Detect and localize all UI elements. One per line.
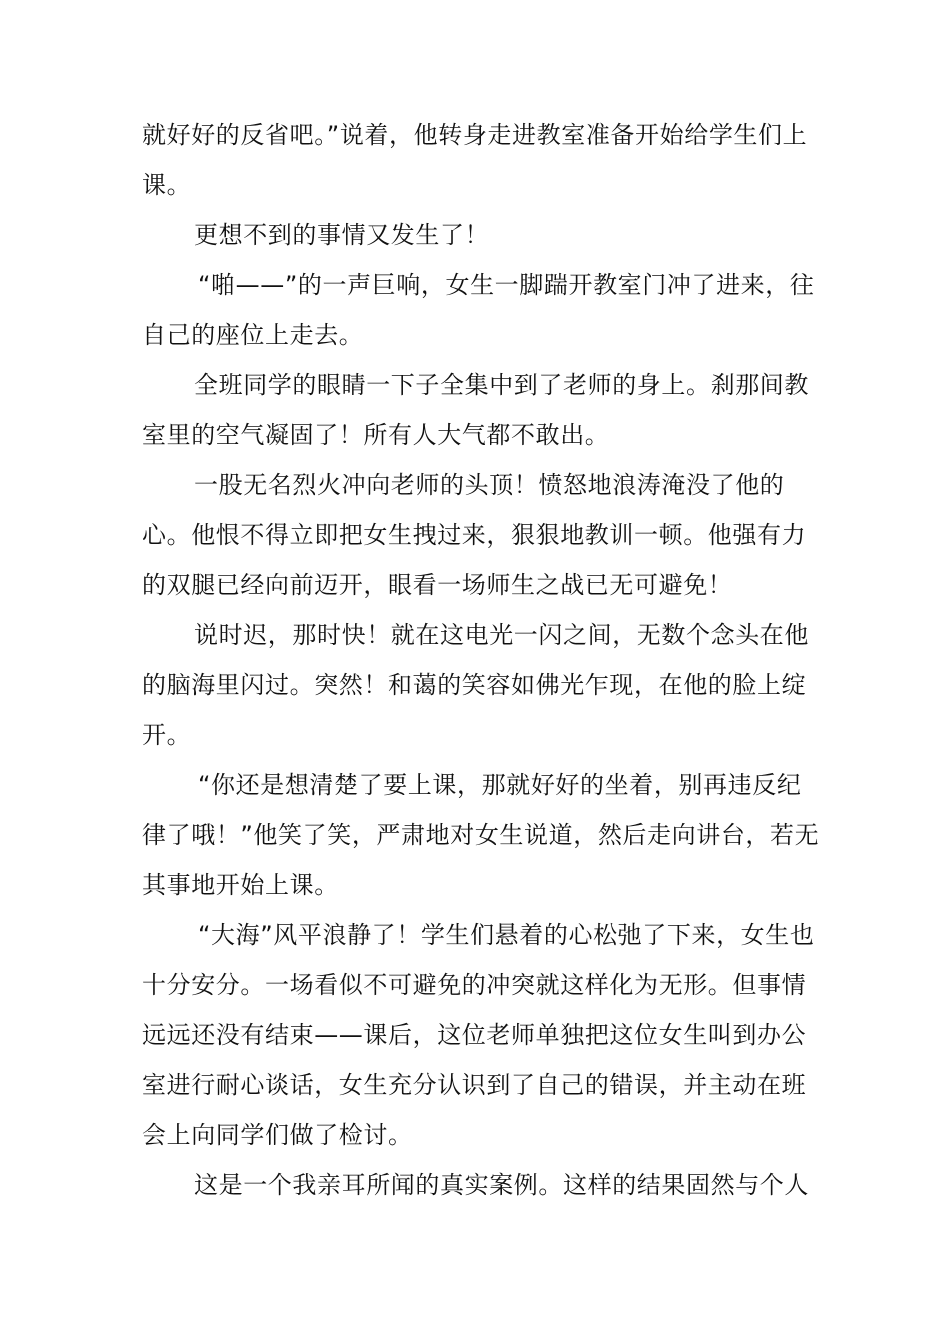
document-body <box>142 110 822 1210</box>
paragraph: 说时迟，那时快！就在这电光一闪之间，无数个念头在他的脑海里闪过。突然！和蔼的笑容如佛光乍现，在他的脸上绽开。 <box>142 621 809 749</box>
paragraph: 全班同学的眼睛一下子全集中到了老师的身上。刹那间教室里的空气凝固了！所有人大气都不敢出。 <box>142 371 809 449</box>
paragraph: “大海”风平浪静了！学生们悬着的心松弛了下来，女生也十分安分。一场看似不可避免的冲突就这样化为无形。但事情远远还没有结束——课后，这位老师单独把这位女生叫到办公室进行耐心谈话，女生充分认识到了自己的错误，并主动在班会上向同学们做了检讨。 <box>142 921 815 1149</box>
paragraph: 就好好的反省吧。”说着，他转身走进教室准备开始给学生们上课。 <box>142 121 808 199</box>
paragraph: 这是一个我亲耳所闻的真实案例。这样的结果固然与个人 <box>194 1171 809 1199</box>
paragraph: 更想不到的事情又发生了！ <box>194 221 490 249</box>
paragraph: 一股无名烈火冲向老师的头顶！愤怒地浪涛淹没了他的心。他恨不得立即把女生拽过来，狠狠地教训一顿。他强有力的双腿已经向前迈开，眼看一场师生之战已无可避免！ <box>142 471 807 599</box>
paragraph: “啪——”的一声巨响，女生一脚踹开教室门冲了进来，往自己的座位上走去。 <box>142 271 815 349</box>
paragraph: “你还是想清楚了要上课，那就好好的坐着，别再违反纪律了哦！”他笑了笑，严肃地对女生说道，然后走向讲台，若无其事地开始上课。 <box>142 771 820 899</box>
